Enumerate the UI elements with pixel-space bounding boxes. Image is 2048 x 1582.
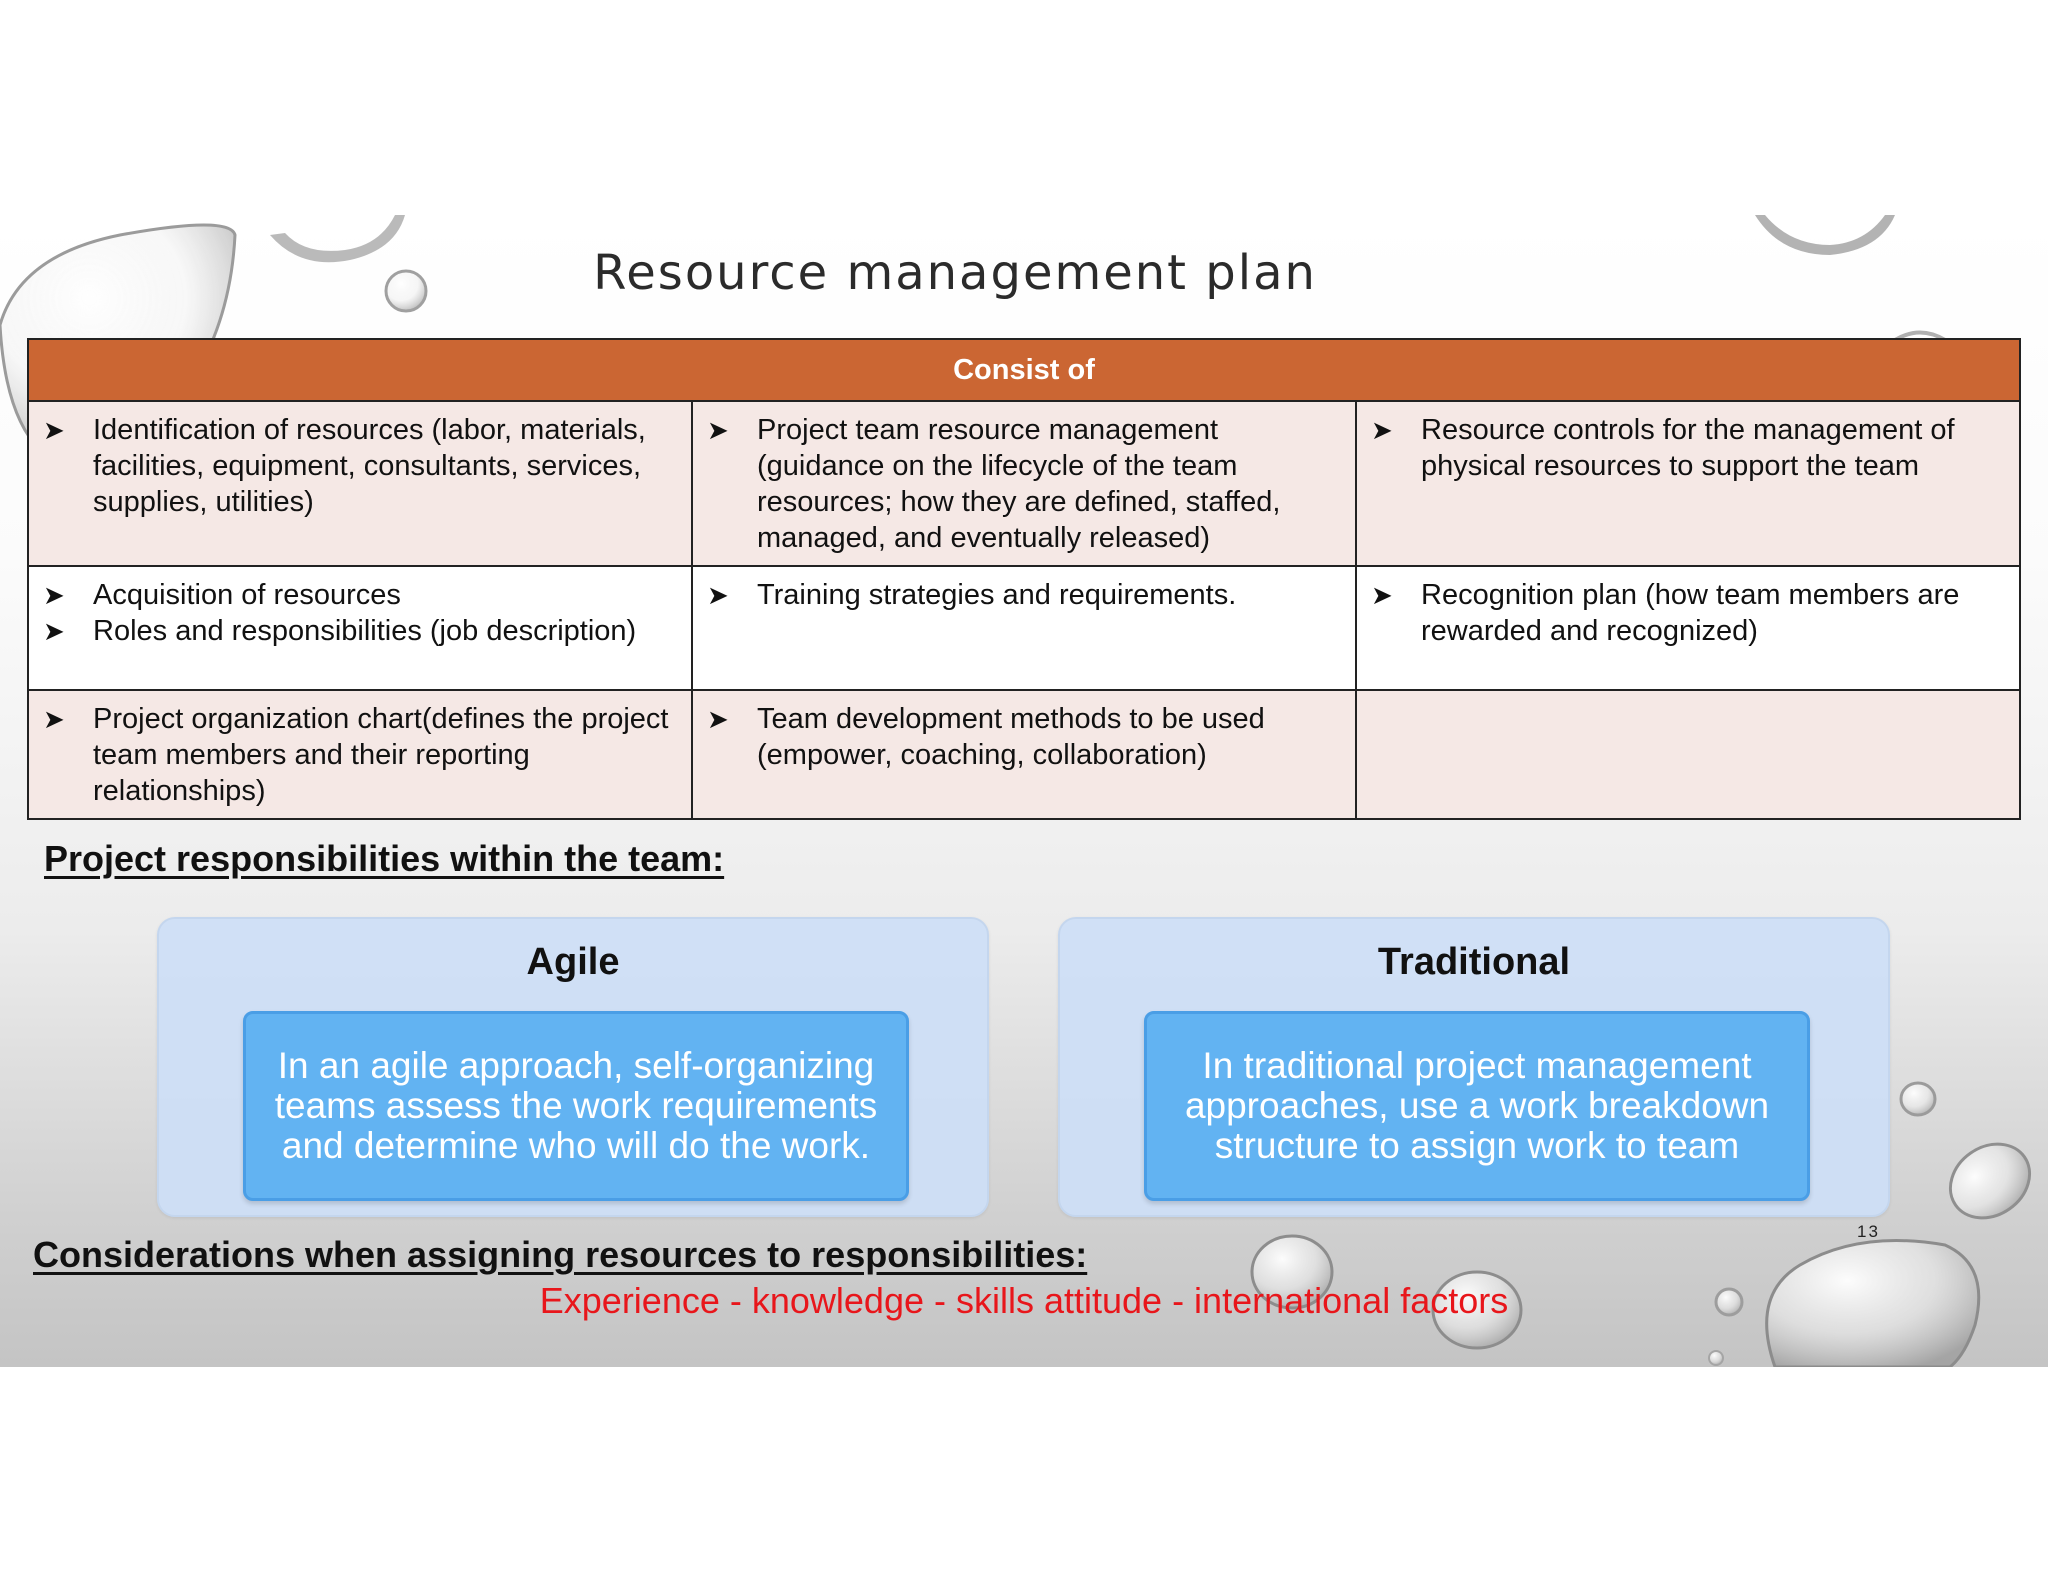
list-item: ➤ Project organization chart(defines the project team members and their reporting relationships) — [43, 703, 669, 808]
table-cell — [28, 566, 692, 690]
table-cell — [692, 690, 1356, 819]
traditional-title: Traditional — [1377, 941, 1571, 983]
list-item: ➤ Identification of resources (labor, materials, facilities, equipment, consultants, services, supplies, utilities) — [43, 414, 646, 519]
list-item: ➤ Roles and responsibilities (job description) — [43, 615, 637, 648]
list-item: ➤ Recognition plan (how team members are rewarded and recognized) — [1371, 579, 1960, 648]
table-row — [28, 566, 2020, 690]
resource-plan-table — [27, 338, 2021, 820]
list-item: ➤ Resource controls for the management of physical resources to support the team — [1371, 414, 1955, 483]
arrowhead-bullet-icon: ➤ — [1371, 415, 1393, 446]
traditional-description-box: In traditional project management approaches, use a work breakdown structure to assign work to team — [1144, 1011, 1810, 1201]
agile-panel — [157, 917, 989, 1217]
arrowhead-bullet-icon: ➤ — [43, 704, 65, 735]
considerations-heading: Considerations when assigning resources to responsibilities: — [33, 1234, 1088, 1275]
arrowhead-bullet-icon: ➤ — [43, 580, 65, 611]
table-cell — [692, 566, 1356, 690]
table-row — [28, 690, 2020, 819]
page-number: 13 — [1857, 1222, 1880, 1241]
arrowhead-bullet-icon: ➤ — [707, 580, 729, 611]
table-cell-empty — [1356, 690, 2020, 819]
traditional-panel — [1058, 917, 1890, 1217]
responsibilities-heading: Project responsibilities within the team: — [44, 838, 725, 879]
arrowhead-bullet-icon: ➤ — [43, 415, 65, 446]
arrowhead-bullet-icon: ➤ — [707, 415, 729, 446]
list-item: ➤ Team development methods to be used (empower, coaching, collaboration) — [707, 703, 1265, 772]
list-item: ➤ Training strategies and requirements. — [707, 579, 1237, 612]
arrowhead-bullet-icon: ➤ — [1371, 580, 1393, 611]
table-header-row — [28, 339, 2020, 401]
table-cell — [28, 690, 692, 819]
table-cell — [28, 401, 692, 566]
list-item: ➤ Project team resource management (guidance on the lifecycle of the team resources; how they are defined, staffed, managed, and eventually released) — [707, 414, 1281, 555]
table-cell — [1356, 401, 2020, 566]
table-cell — [1356, 566, 2020, 690]
arrowhead-bullet-icon: ➤ — [707, 704, 729, 735]
agile-title: Agile — [526, 941, 620, 983]
arrowhead-bullet-icon: ➤ — [43, 616, 65, 647]
agile-description-box: In an agile approach, self-organizing teams assess the work requirements and determine who will do the work. — [243, 1011, 909, 1201]
table-cell — [692, 401, 1356, 566]
table-header: Consist of — [28, 339, 2020, 401]
considerations-factors: Experience - knowledge - skills attitude - international factors — [539, 1280, 1509, 1321]
list-item: ➤ Acquisition of resources — [43, 579, 401, 612]
slide-title: Resource management plan — [593, 245, 1317, 301]
table-row — [28, 401, 2020, 566]
slide — [0, 215, 2048, 1367]
